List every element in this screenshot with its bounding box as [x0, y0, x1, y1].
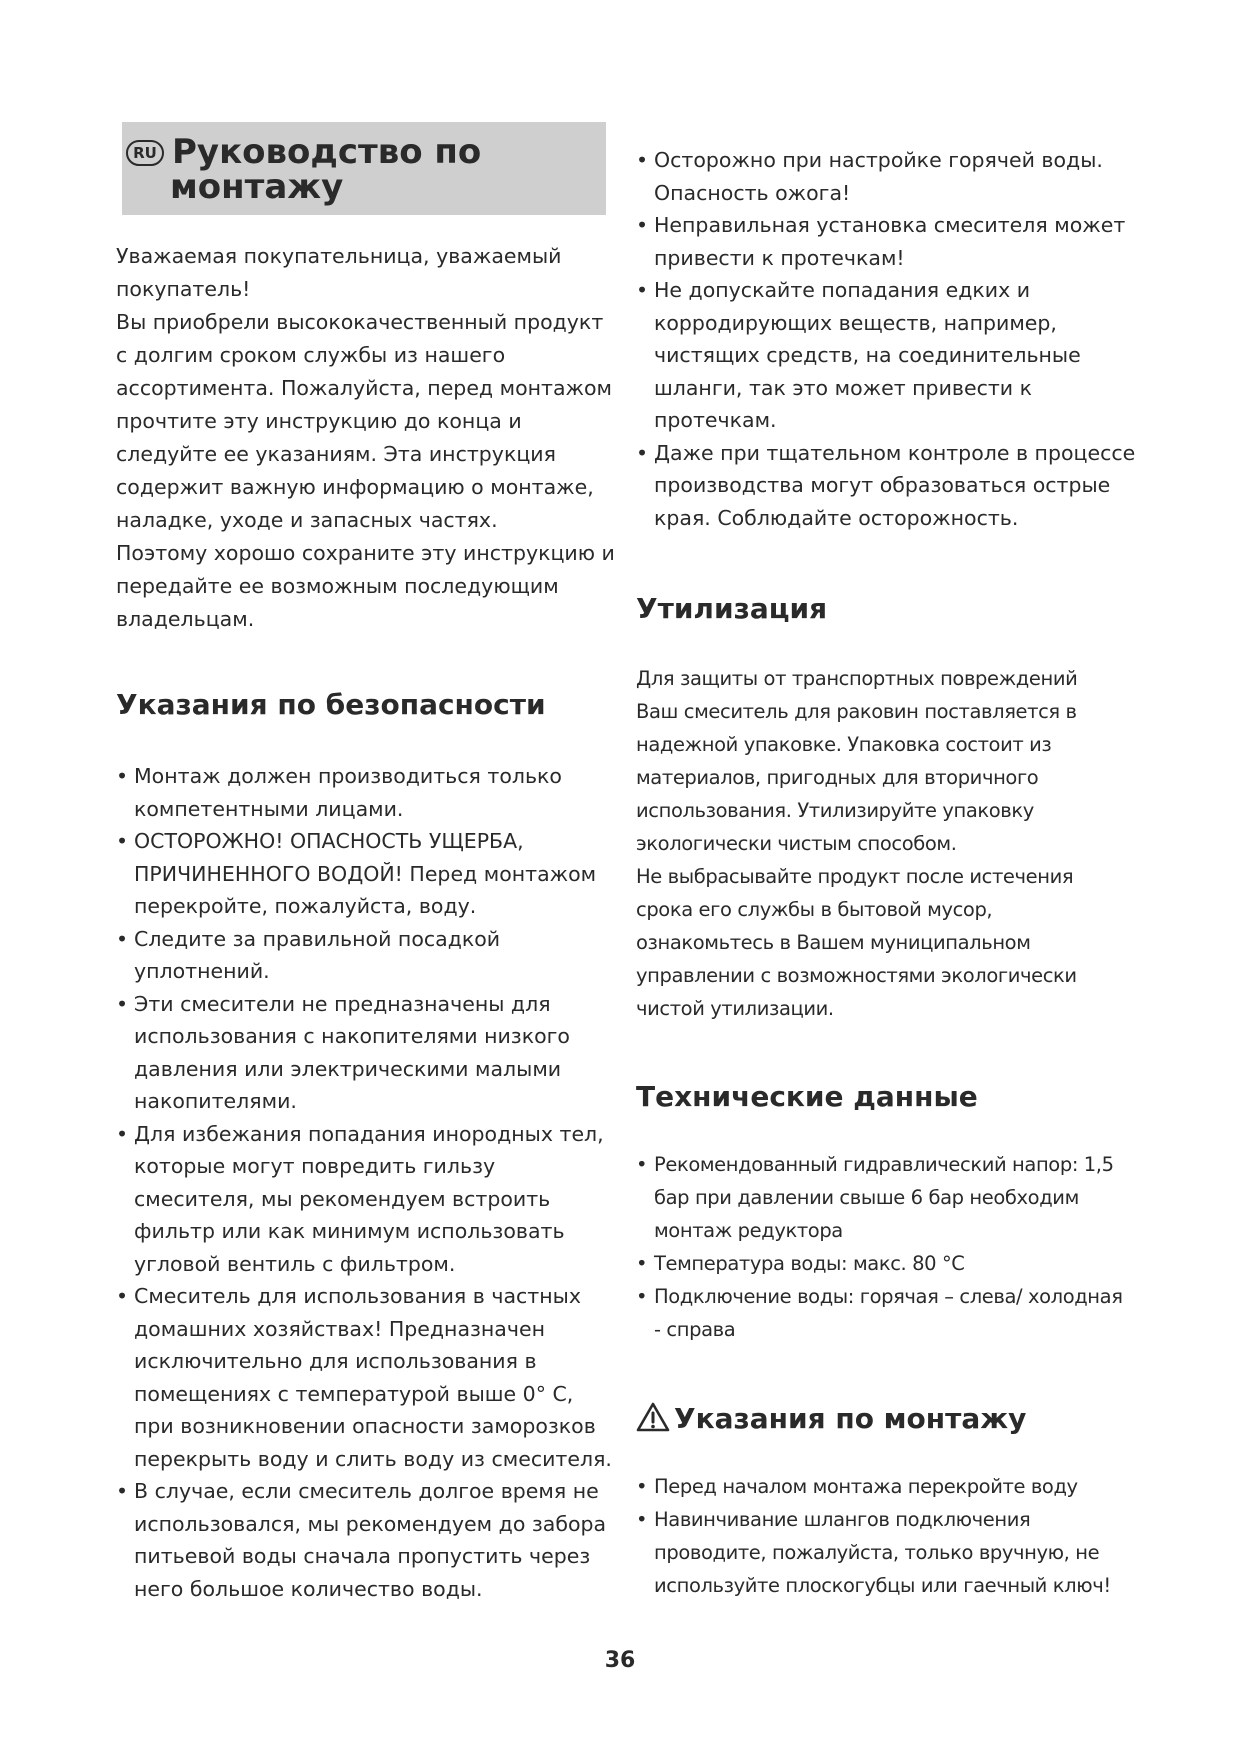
page-title	[170, 132, 592, 207]
list-item: • Осторожно при настройке горячей воды. Опасность ожога!	[636, 144, 1136, 209]
list-item: • Монтаж должен производиться только компетентными лицами.	[116, 760, 616, 825]
list-item: • Рекомендованный гидравлический напор: 1,5 бар при давлении свыше 6 бар необходим монтаж редуктора	[636, 1148, 1126, 1247]
disposal-p1: Для защиты от транспортных повреждений Ваш смеситель для раковин поставляется в надежной упаковке. Упаковка состоит из материалов, пригодных для вторичного использования. Утилизируйте упаковку экологически чистым способом.	[636, 667, 1078, 855]
disposal-text	[636, 662, 1116, 1025]
list-item: • Даже при тщательном контроле в процессе производства могут образоваться острые края. Соблюдайте осторожность.	[636, 437, 1136, 535]
list-item: • Смеситель для использования в частных домашних хозяйствах! Предназначен исключительно для использования в помещениях с температурой выше 0° C, при возникновении опасности заморозков перекрыть воду и слить воду из смесителя.	[116, 1280, 616, 1475]
warning-icon	[636, 1402, 670, 1432]
page-title-line-2: монтажу	[170, 167, 344, 207]
intro-body: Вы приобрели высококачественный продукт с долгим сроком службы из нашего ассортимента. Пожалуйста, перед монтажом прочтите эту инструкцию до конца и следуйте ее указаниям. Эта инструкция содержит важную информацию о монтаже, наладке, уходе и запасных частях.	[116, 310, 613, 532]
tech-heading: Технические данные	[636, 1080, 978, 1113]
mounting-list	[636, 1470, 1126, 1602]
language-badge: RU	[126, 140, 164, 166]
safety-list-continued	[636, 144, 1136, 534]
list-item: • Перед началом монтажа перекройте воду	[636, 1470, 1126, 1503]
list-item: • Подключение воды: горячая – слева/ холодная - справа	[636, 1280, 1126, 1346]
disposal-heading: Утилизация	[636, 592, 828, 625]
tech-list	[636, 1148, 1126, 1346]
list-item: • Неправильная установка смесителя может привести к протечкам!	[636, 209, 1136, 274]
mounting-heading-text: Указания по монтажу	[674, 1402, 1027, 1435]
mounting-heading	[636, 1402, 1026, 1435]
safety-heading: Указания по безопасности	[116, 688, 546, 721]
page-title-line-1: Руководство по	[172, 132, 482, 172]
list-item: • Для избежания попадания инородных тел, которые могут повредить гильзу смесителя, мы рекомендуем встроить фильтр или как минимум использовать угловой вентиль с фильтром.	[116, 1118, 616, 1281]
list-item: • Не допускайте попадания едких и корродирующих веществ, например, чистящих средств, на соединительные шланги, так это может привести к протечкам.	[636, 274, 1136, 437]
intro-keep: Поэтому хорошо сохраните эту инструкцию и передайте ее возможным последующим владельцам.	[116, 541, 615, 631]
intro-greeting: Уважаемая покупательница, уважаемый покупатель!	[116, 244, 562, 301]
list-item: • Температура воды: макс. 80 °C	[636, 1247, 1126, 1280]
list-item: • Навинчивание шлангов подключения проводите, пожалуйста, только вручную, не используйте плоскогубцы или гаечный ключ!	[636, 1503, 1126, 1602]
safety-list	[116, 760, 616, 1605]
intro-text	[116, 240, 616, 636]
list-item: • ОСТОРОЖНО! ОПАСНОСТЬ УЩЕРБА, ПРИЧИНЕННОГО ВОДОЙ! Перед монтажом перекройте, пожалуйста, воду.	[116, 825, 616, 923]
list-item: • Эти смесители не предназначены для использования с накопителями низкого давления или электрическими малыми накопителями.	[116, 988, 616, 1118]
disposal-p2: Не выбрасывайте продукт после истечения срока его службы в бытовой мусор, ознакомьтесь в Вашем муниципальном управлении с возможностями экологически чистой утилизации.	[636, 865, 1077, 1020]
list-item: • В случае, если смеситель долгое время не использовался, мы рекомендуем до забора питьевой воды сначала пропустить через него большое количество воды.	[116, 1475, 616, 1605]
page-number: 36	[604, 1648, 636, 1673]
list-item: • Следите за правильной посадкой уплотнений.	[116, 923, 616, 988]
